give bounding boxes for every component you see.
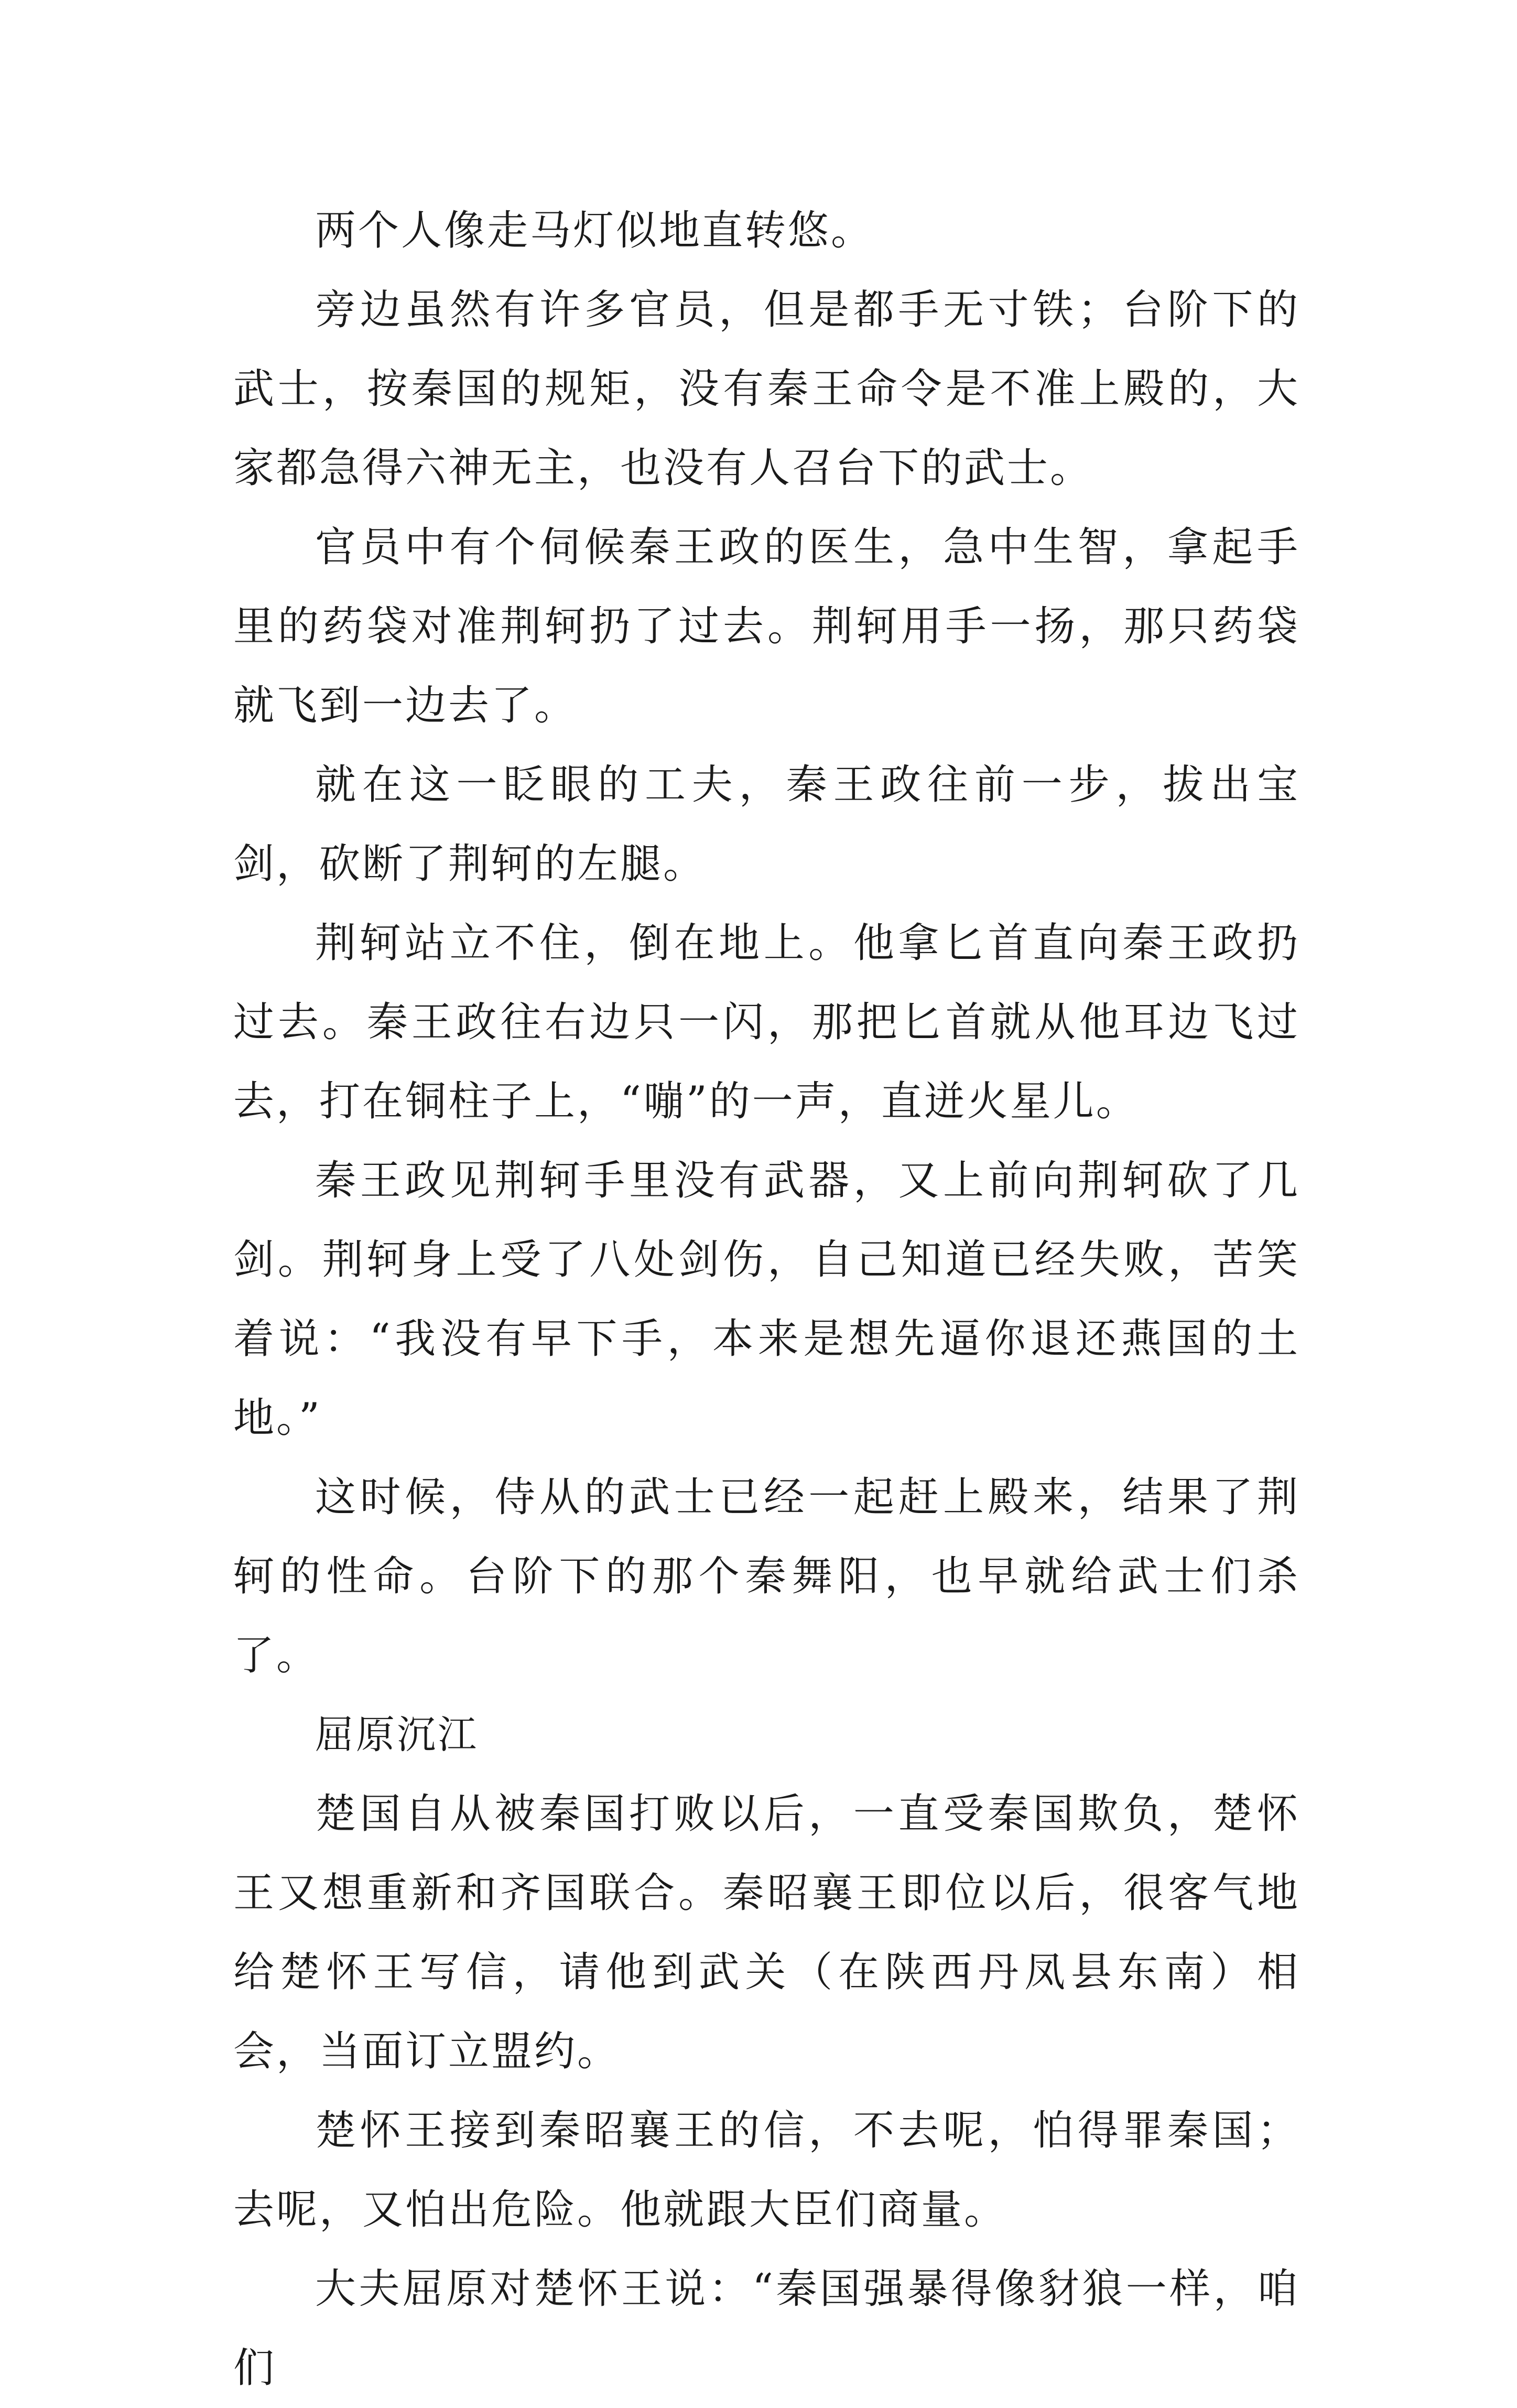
paragraph: 官员中有个伺候秦王政的医生，急中生智，拿起手里的药袋对准荆轲扔了过去。荆轲用手一扬，那只药袋就飞到一边去了。: [233, 524, 1300, 729]
paragraph: 楚国自从被秦国打败以后，一直受秦国欺负，楚怀王又想重新和齐国联合。秦昭襄王即位以后，很客气地给楚怀王写信，请他到武关（在陕西丹凤县东南）相会，当面订立盟约。: [233, 1790, 1300, 2075]
paragraph: 楚怀王接到秦昭襄王的信，不去呢，怕得罪秦国；去呢，又怕出危险。他就跟大臣们商量。: [233, 2107, 1300, 2233]
document-page: [233, 191, 1300, 2408]
paragraph: 这时候，侍从的武士已经一起赶上殿来，结果了荆轲的性命。台阶下的那个秦舞阳，也早就给武士们杀了。: [233, 1474, 1300, 1679]
paragraph: 大夫屈原对楚怀王说：“秦国强暴得像豺狼一样，咱们: [233, 2265, 1300, 2392]
paragraph: 两个人像走马灯似地直转悠。: [315, 207, 874, 254]
paragraph: 就在这一眨眼的工夫，秦王政往前一步，拔出宝剑，砍断了荆轲的左腿。: [233, 761, 1300, 888]
section-heading: 屈原沉江: [315, 1712, 479, 1757]
paragraph: 旁边虽然有许多官员，但是都手无寸铁；台阶下的武士，按秦国的规矩，没有秦王命令是不准上殿的，大家都急得六神无主，也没有人召台下的武士。: [233, 286, 1300, 492]
paragraph: 秦王政见荆轲手里没有武器，又上前向荆轲砍了几剑。荆轲身上受了八处剑伤，自己知道已经失败，苦笑着说：“我没有早下手，本来是想先逼你退还燕国的土地。”: [233, 1157, 1300, 1442]
paragraph: 荆轲站立不住，倒在地上。他拿匕首直向秦王政扔过去。秦王政往右边只一闪，那把匕首就从他耳边飞过去，打在铜柱子上，“嘣”的一声，直迸火星儿。: [233, 920, 1300, 1125]
